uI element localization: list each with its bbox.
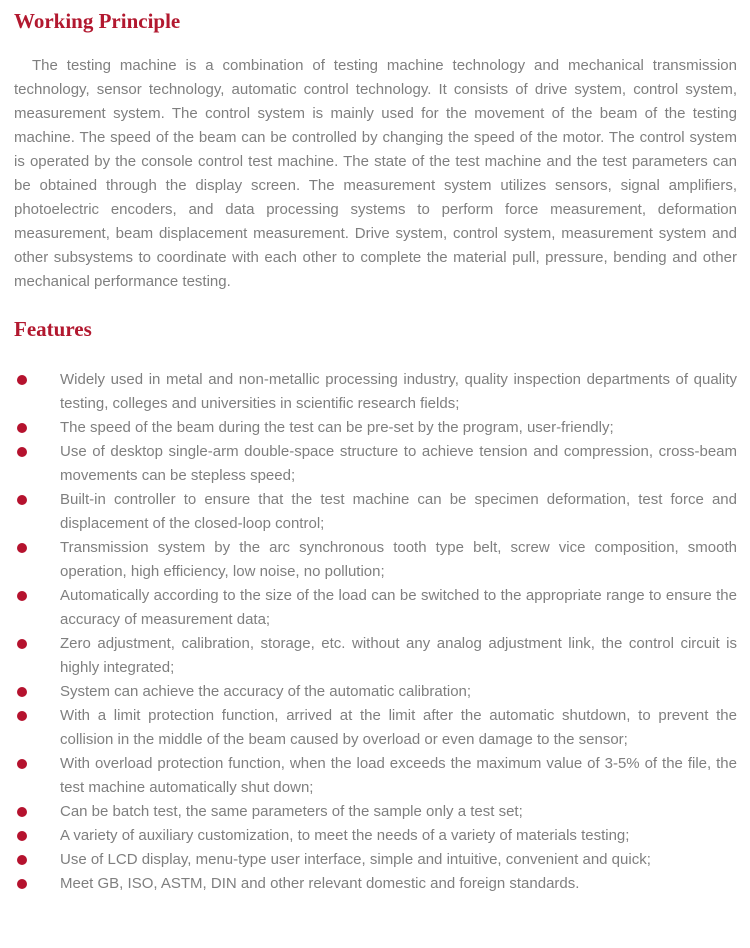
feature-text: A variety of auxiliary customization, to meet the needs of a variety of materials testing; [60, 827, 630, 844]
working-principle-paragraph: The testing machine is a combination of testing machine technology and mechanical transmission technology, sensor technology, automatic control technology. It consists of drive system, control system, measurement system. The control system is mainly used for the movement of the beam of the testing machine. The speed of the beam can be controlled by changing the speed of the motor. The control system is operated by the console control test machine. The state of the test machine and the test parameters can be obtained through the display screen. The measurement system utilizes sensors, signal amplifiers, photoelectric encoders, and data processing systems to perform force measurement, deformation measurement, beam displacement measurement. Drive system, control system, measurement system and other subsystems to coordinate with each other to complete the material pull, pressure, bending and other mechanical performance testing. [14, 57, 737, 290]
bullet-icon [17, 759, 27, 769]
feature-text: The speed of the beam during the test can be pre-set by the program, user-friendly; [60, 419, 614, 436]
features-section [14, 316, 737, 896]
bullet-icon [17, 447, 27, 457]
feature-text: Use of desktop single-arm double-space structure to achieve tension and compression, cross-beam movements can be stepless speed; [60, 443, 737, 484]
bullet-icon [17, 591, 27, 601]
feature-text: Can be batch test, the same parameters of the sample only a test set; [60, 803, 523, 820]
bullet-icon [17, 855, 27, 865]
feature-item [14, 824, 737, 848]
feature-text: Transmission system by the arc synchronous tooth type belt, screw vice composition, smooth operation, high efficiency, low noise, no pollution; [60, 539, 737, 580]
feature-item [14, 416, 737, 440]
working-principle-section [14, 8, 737, 294]
feature-text: System can achieve the accuracy of the automatic calibration; [60, 683, 472, 700]
feature-item [14, 440, 737, 488]
feature-item [14, 848, 737, 872]
features-heading: Features [14, 317, 92, 341]
bullet-icon [17, 831, 27, 841]
bullet-icon [17, 687, 27, 697]
feature-text: Meet GB, ISO, ASTM, DIN and other relevant domestic and foreign standards. [60, 875, 580, 892]
features-list [14, 368, 737, 896]
bullet-icon [17, 711, 27, 721]
working-principle-heading: Working Principle [14, 9, 181, 33]
feature-text: Widely used in metal and non-metallic processing industry, quality inspection departments of quality testing, colleges and universities in scientific research fields; [60, 371, 737, 412]
feature-item [14, 680, 737, 704]
bullet-icon [17, 807, 27, 817]
bullet-icon [17, 639, 27, 649]
bullet-icon [17, 375, 27, 385]
feature-item [14, 368, 737, 416]
feature-text: With overload protection function, when the load exceeds the maximum value of 3-5% of the file, the test machine automatically shut down; [60, 755, 737, 796]
feature-text: With a limit protection function, arrived at the limit after the automatic shutdown, to prevent the collision in the middle of the beam caused by overload or even damage to the sensor; [60, 707, 737, 748]
bullet-icon [17, 543, 27, 553]
feature-item [14, 800, 737, 824]
feature-text: Use of LCD display, menu-type user interface, simple and intuitive, convenient and quick; [60, 851, 651, 868]
feature-text: Zero adjustment, calibration, storage, etc. without any analog adjustment link, the control circuit is highly integrated; [60, 635, 737, 676]
feature-text: Automatically according to the size of the load can be switched to the appropriate range to ensure the accuracy of measurement data; [60, 587, 737, 628]
feature-item [14, 704, 737, 752]
feature-item [14, 632, 737, 680]
feature-item [14, 584, 737, 632]
bullet-icon [17, 423, 27, 433]
bullet-icon [17, 495, 27, 505]
bullet-icon [17, 879, 27, 889]
feature-item [14, 536, 737, 584]
feature-item [14, 488, 737, 536]
feature-item [14, 872, 737, 896]
feature-text: Built-in controller to ensure that the test machine can be specimen deformation, test force and displacement of the closed-loop control; [60, 491, 737, 532]
feature-item [14, 752, 737, 800]
